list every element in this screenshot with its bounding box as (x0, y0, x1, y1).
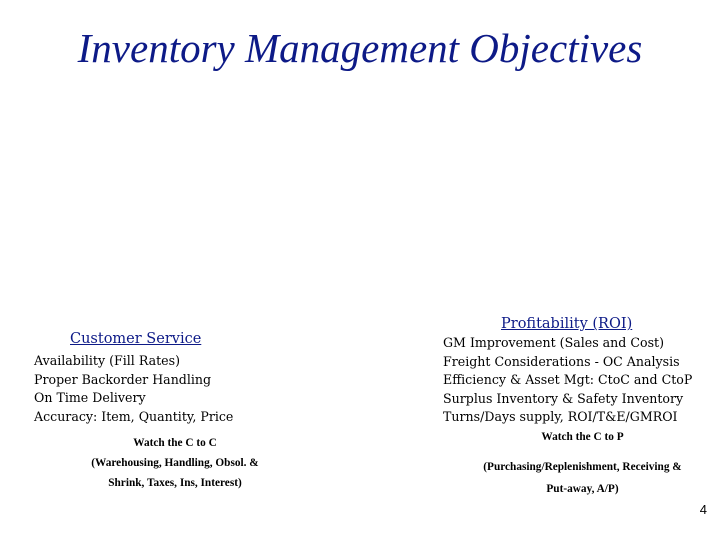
note-line: Shrink, Taxes, Ins, Interest) (108, 477, 242, 489)
customer-service-list (34, 352, 233, 426)
profitability-list (443, 334, 692, 427)
page-number: 4 (699, 502, 707, 517)
profitability-note (455, 429, 710, 499)
list-item: Surplus Inventory & Safety Inventory (443, 390, 684, 406)
list-item: Turns/Days supply, ROI/T&E/GMROI (443, 409, 678, 425)
list-item: On Time Delivery (34, 390, 146, 406)
note-line: Put-away, A/P) (546, 483, 619, 495)
note-line: (Purchasing/Replenishment, Receiving & (483, 461, 682, 473)
profitability-heading: Profitability (ROI) (501, 316, 633, 332)
slide-title: Inventory Management Objectives (77, 25, 643, 71)
note-line: (Warehousing, Handling, Obsol. & (91, 457, 259, 469)
list-item: GM Improvement (Sales and Cost) (443, 335, 665, 350)
list-item: Accuracy: Item, Quantity, Price (34, 408, 234, 424)
note-line: Watch the C to P (541, 431, 624, 443)
list-item: Freight Considerations - OC Analysis (443, 353, 680, 369)
list-item: Proper Backorder Handling (34, 371, 212, 387)
note-line: Watch the C to C (133, 437, 217, 449)
list-item: Availability (Fill Rates) (34, 353, 181, 368)
list-item: Efficiency & Asset Mgt: CtoC and CtoP (443, 372, 693, 388)
customer-service-heading: Customer Service (70, 331, 202, 347)
customer-service-note (45, 433, 305, 493)
